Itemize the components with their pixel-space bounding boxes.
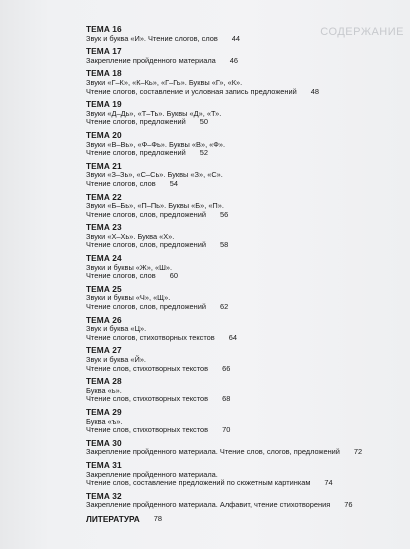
- toc-entry: [86, 25, 386, 43]
- toc-entry: [86, 285, 386, 312]
- toc-entry-text: Чтение слогов, предложений: [86, 117, 186, 127]
- toc-entry-text: Звуки и буквы «Ч», «Щ».: [86, 293, 171, 303]
- toc-entry-heading: ТЕМА 27: [86, 345, 122, 356]
- toc-entry-heading: ТЕМА 19: [86, 99, 122, 110]
- toc-entry-line: [86, 395, 386, 404]
- toc-entry-text: Буква «ь».: [86, 385, 122, 395]
- toc-page-number: 78: [153, 513, 163, 523]
- toc-entry: [86, 223, 386, 250]
- toc-entry-heading: ТЕМА 24: [86, 253, 122, 264]
- toc-entry-text: Чтение слогов, предложений: [86, 148, 186, 158]
- toc-entry-text: Закрепление пройденного материала.: [86, 469, 218, 479]
- toc-entry-text: Чтение слов, стихотворных текстов: [86, 394, 209, 404]
- toc-entry: [86, 100, 386, 127]
- toc-entry-heading: ТЕМА 23: [86, 222, 122, 233]
- toc-entry-line: [86, 149, 386, 158]
- toc-entry-text: Чтение слогов, слов, предложений: [86, 209, 207, 219]
- toc-entry-heading: ТЕМА 30: [86, 437, 122, 448]
- toc-entry-text: Чтение слогов, слов, предложений: [86, 240, 207, 250]
- toc-page-number: 48: [310, 86, 319, 96]
- toc-entry-line: [86, 35, 386, 44]
- toc-page-number: 62: [220, 302, 229, 312]
- toc-entry-text: Чтение слов, стихотворных текстов: [86, 425, 209, 435]
- toc-entry-line: [86, 426, 386, 435]
- toc-entry-heading: ТЕМА 31: [86, 459, 122, 470]
- toc-page-number: 56: [220, 209, 229, 219]
- toc-entry-line: [86, 88, 386, 97]
- toc-entry-text: Звуки «Д–Дь», «Т–Ть». Буквы «Д», «Т».: [86, 108, 222, 118]
- toc-page-number: 46: [229, 55, 239, 65]
- table-of-contents: [86, 25, 386, 524]
- toc-entry: [86, 254, 386, 281]
- toc-entry: [86, 131, 386, 158]
- toc-entry-line: [86, 365, 386, 374]
- toc-entry-line: [86, 118, 386, 127]
- toc-page-number: 58: [220, 240, 229, 250]
- toc-page-number: 52: [199, 148, 209, 158]
- toc-entry-text: Звук и буква «И». Чтение слогов, слов: [86, 33, 218, 43]
- toc-page-number: 72: [353, 447, 363, 457]
- toc-entry-heading: ТЕМА 21: [86, 160, 122, 171]
- toc-entry-text: Закрепление пройденного материала: [86, 55, 216, 65]
- toc-entry-text: Звуки «В–Вь», «Ф–Фь». Буквы «В», «Ф».: [86, 139, 226, 149]
- toc-entry-text: Звук и буква «Й».: [86, 355, 146, 364]
- toc-entry: [86, 47, 386, 65]
- toc-entry-text: Чтение слогов, стихотворных текстов: [86, 332, 215, 342]
- toc-entry-line: [86, 180, 386, 189]
- toc-entry-heading: ТЕМА 26: [86, 314, 122, 325]
- toc-entry-text: Звуки «Г–К», «К–Кь», «Г–Гь». Буквы «Г», «К».: [86, 77, 243, 87]
- toc-page-number: 74: [324, 478, 333, 488]
- toc-entry-text: Буква «ъ».: [86, 416, 123, 426]
- toc-page-number: 70: [222, 425, 231, 435]
- toc-entry-heading: ТЕМА 25: [86, 283, 122, 294]
- toc-entry-text: Звуки и буквы «Ж», «Ш».: [86, 262, 173, 272]
- toc-entry: [86, 461, 386, 488]
- toc-entry-text: Звуки «Б–Бь», «П–Пь». Буквы «Б», «П».: [86, 201, 224, 211]
- toc-entry-heading: ТЕМА 32: [86, 490, 122, 501]
- bleed-through-heading: СОДЕРЖАНИЕ: [320, 26, 404, 38]
- toc-entry-text: Звуки «З–Зь», «С–Сь». Буквы «З», «С».: [86, 170, 223, 180]
- toc-entry-line: [86, 448, 386, 457]
- toc-entry: [86, 193, 386, 220]
- toc-entry-line: [86, 57, 386, 66]
- toc-literature: [86, 514, 386, 524]
- toc-entry: [86, 69, 386, 96]
- toc-entry-text: Чтение слогов, слов, предложений: [86, 302, 207, 312]
- toc-entry-heading: ТЕМА 22: [86, 191, 122, 202]
- toc-entry-line: [86, 501, 386, 510]
- toc-entry-text: Чтение слов, составление предложений по сюжетным картинкам: [86, 478, 311, 488]
- toc-page-number: 64: [228, 332, 237, 342]
- toc-entry-heading: ТЕМА 20: [86, 129, 122, 140]
- toc-entry-heading: ТЕМА 18: [86, 68, 122, 79]
- toc-entry-text: Чтение слов, стихотворных текстов: [86, 363, 209, 373]
- toc-page-number: 68: [222, 394, 231, 404]
- toc-entry-text: Звук и буква «Ц».: [86, 324, 147, 334]
- toc-entry-heading: ТЕМА 16: [86, 24, 122, 34]
- toc-entry-text: Закрепление пройденного материала. Чтение слов, слогов, предложений: [86, 447, 340, 457]
- toc-entry-heading: ТЕМА 29: [86, 406, 122, 417]
- toc-entry: [86, 316, 386, 343]
- toc-entry: [86, 162, 386, 189]
- toc-entry-line: [86, 272, 386, 281]
- toc-page-number: 60: [169, 271, 178, 281]
- toc-page-number: 50: [199, 117, 209, 127]
- toc-entry-line: [86, 479, 386, 488]
- toc-page-number: 76: [344, 500, 353, 510]
- toc-page-number: 54: [169, 178, 178, 188]
- toc-entry-line: [86, 334, 386, 343]
- toc-entry-text: Звуки «Х–Хь». Буква «Х».: [86, 231, 175, 241]
- toc-entry-text: Чтение слогов, слов: [86, 178, 156, 188]
- toc-entry: [86, 408, 386, 435]
- toc-entry-line: [86, 241, 386, 250]
- toc-entry: [86, 377, 386, 404]
- toc-entry-line: [86, 211, 386, 220]
- toc-page-number: 66: [222, 363, 231, 373]
- toc-entry: [86, 346, 386, 373]
- toc-page-number: 44: [231, 33, 240, 43]
- toc-literature-title: ЛИТЕРАТУРА: [86, 513, 140, 524]
- toc-entry: [86, 492, 386, 510]
- toc-entry-heading: ТЕМА 17: [86, 46, 122, 57]
- toc-entry: [86, 439, 386, 457]
- toc-entry-text: Закрепление пройденного материала. Алфавит, чтение стихотворения: [86, 500, 331, 510]
- toc-entry-text: Чтение слогов, слов: [86, 271, 156, 281]
- toc-entry-line: [86, 303, 386, 312]
- toc-entry-text: Чтение слогов, составление и условная запись предложений: [86, 86, 297, 96]
- toc-entry-heading: ТЕМА 28: [86, 376, 122, 387]
